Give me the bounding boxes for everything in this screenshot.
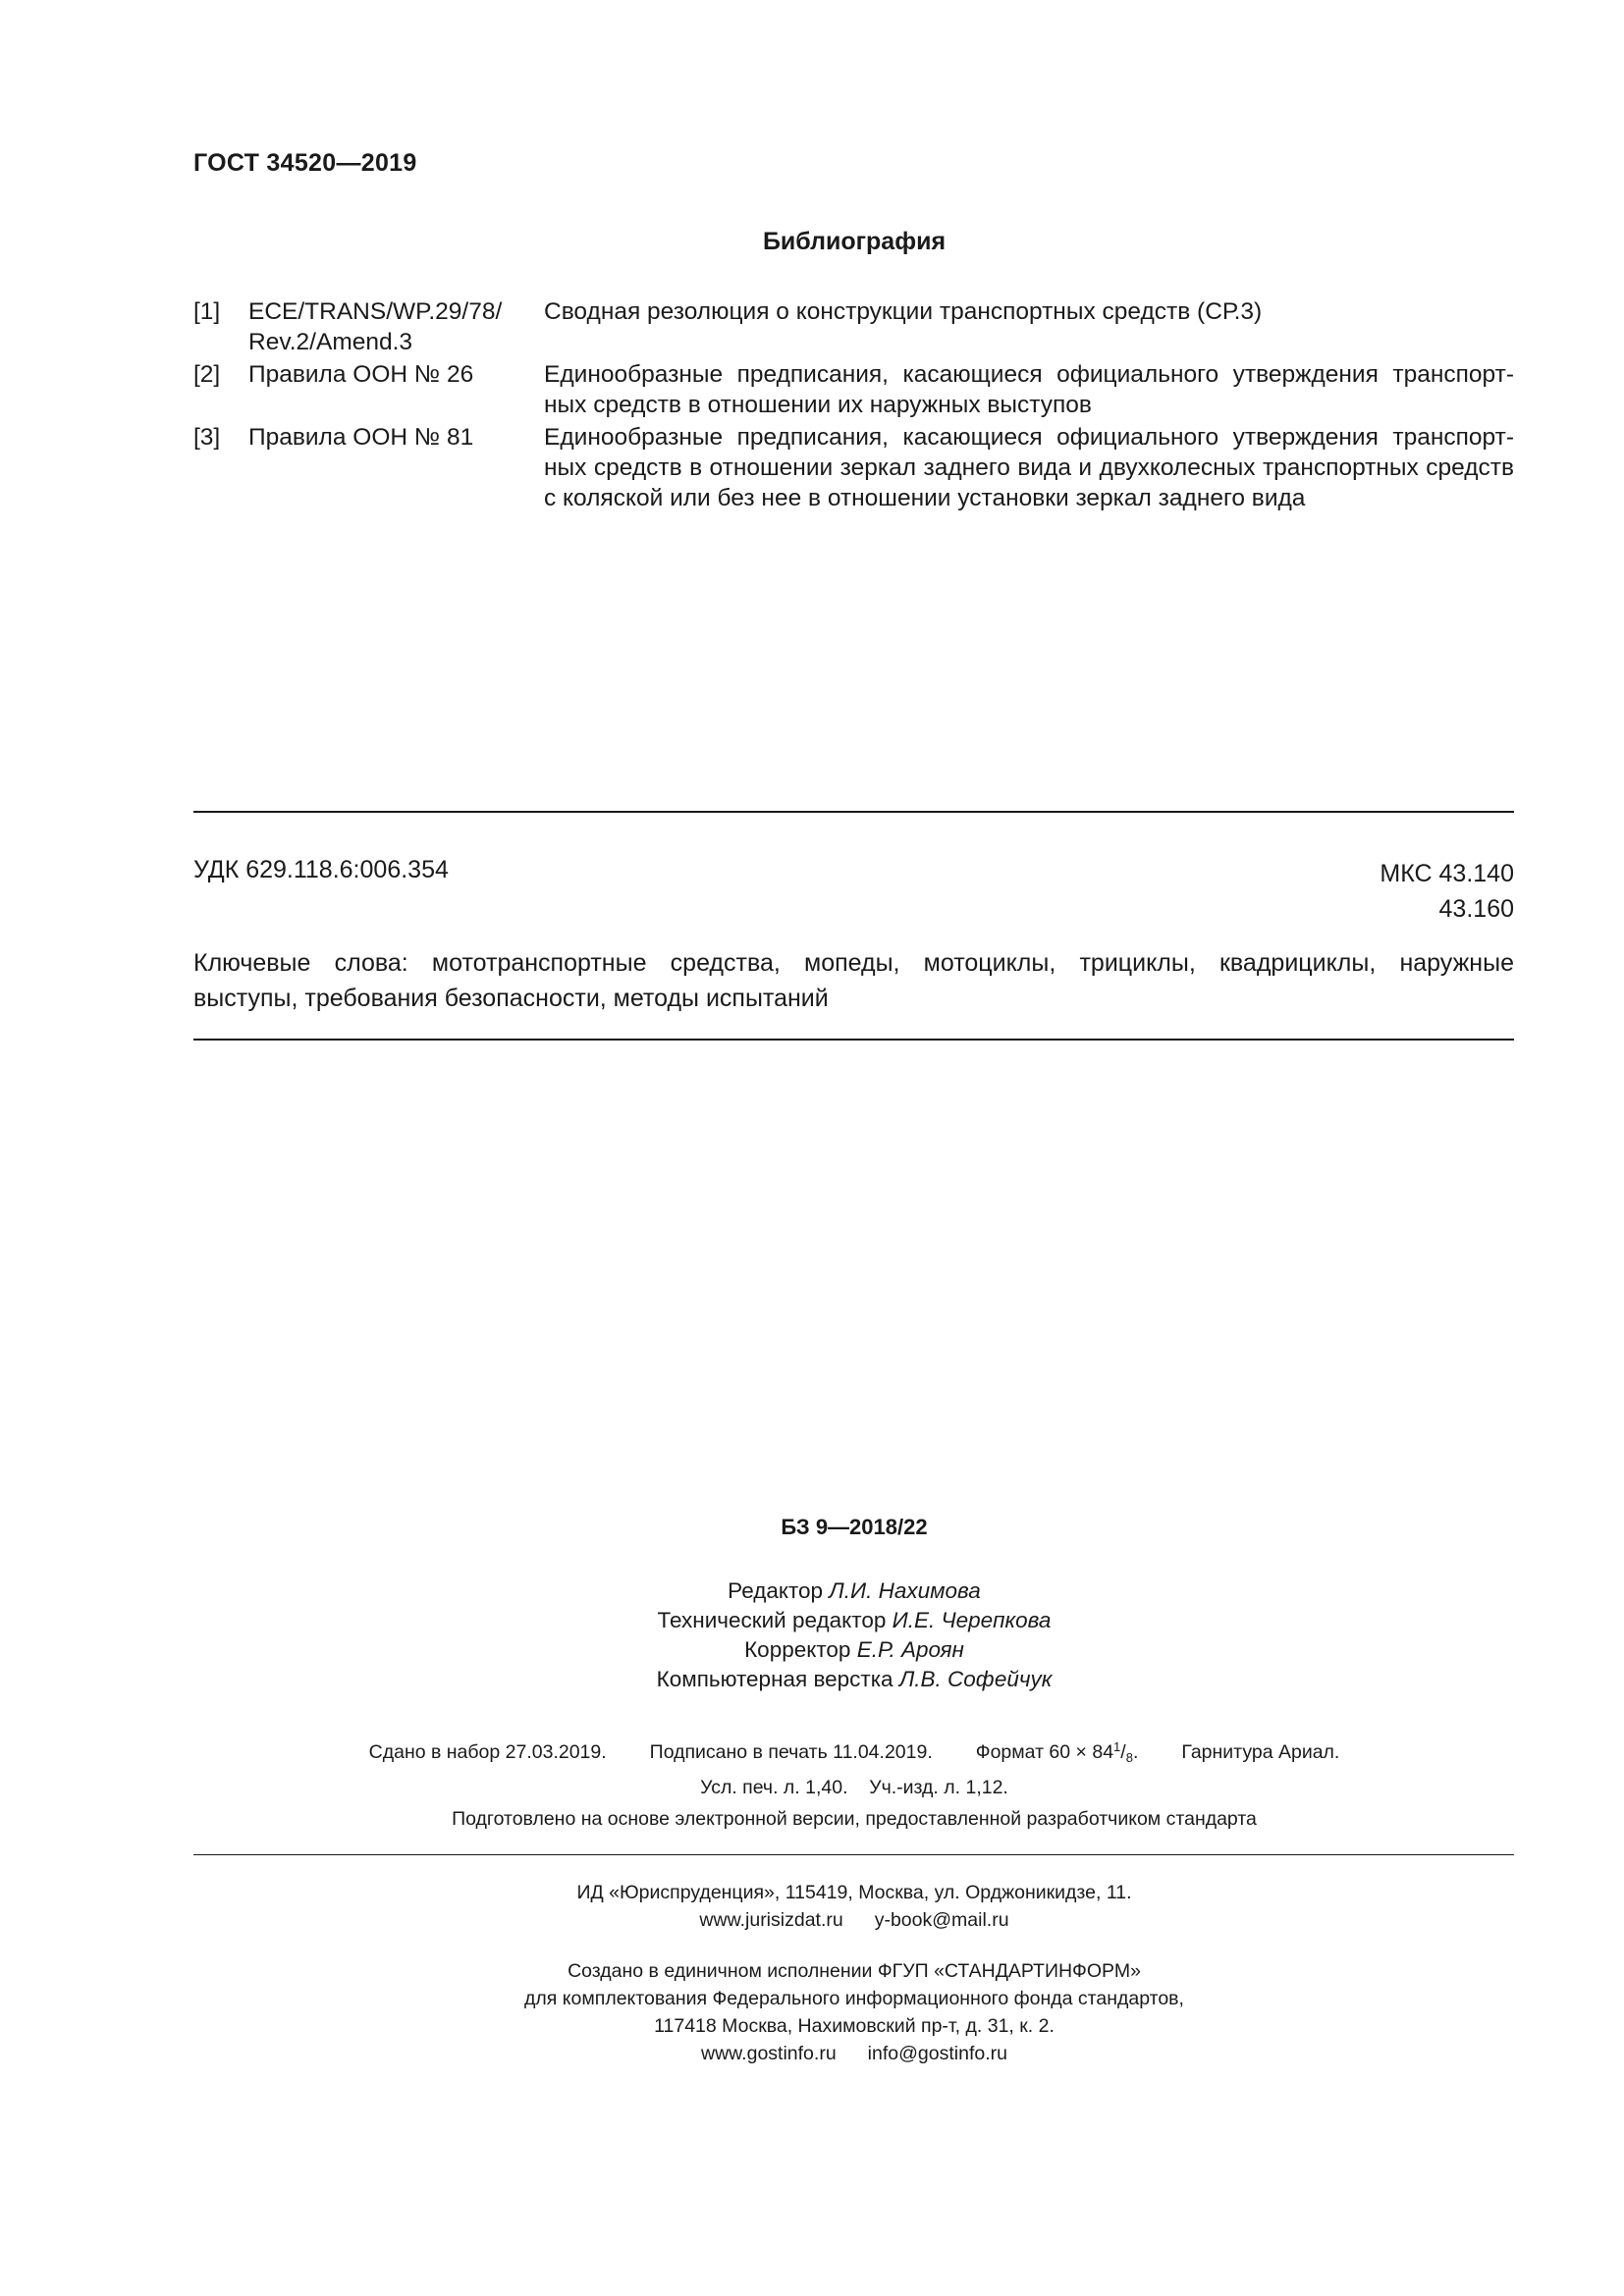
print-info bbox=[0, 1733, 1624, 1802]
gostinfo-website-link[interactable]: www.gostinfo.ru bbox=[701, 2043, 837, 2064]
staff-editor bbox=[0, 1576, 1624, 1606]
udc-code: УДК 629.118.6:006.354 bbox=[193, 856, 449, 883]
publisher-address: ИД «Юриспруденция», 115419, Москва, ул. Орджоникидзе, 11. bbox=[576, 1882, 1132, 1903]
keywords-line: Ключевые слова: мототранспортные средства, мопеды, мотоциклы, трициклы, квадрициклы, наружные bbox=[193, 949, 1514, 977]
staff-role: Редактор bbox=[728, 1578, 824, 1603]
staff-role: Компьютерная верстка bbox=[656, 1667, 893, 1691]
staff-role: Технический редактор bbox=[657, 1608, 887, 1632]
staff-name: Л.В. Софейчук bbox=[898, 1667, 1053, 1691]
entry-reference bbox=[248, 296, 543, 357]
divider-top bbox=[193, 811, 1514, 813]
print-info-line-1 bbox=[0, 1733, 1624, 1773]
print-sheets: Усл. печ. л. 1,40. bbox=[700, 1777, 848, 1798]
entry-description bbox=[544, 296, 1514, 357]
keywords-line: выступы, требования безопасности, методы испытаний bbox=[193, 985, 829, 1012]
paper-format bbox=[976, 1741, 1139, 1763]
created-info bbox=[0, 1957, 1624, 2067]
staff-corrector bbox=[0, 1635, 1624, 1665]
bibliography-list bbox=[193, 296, 1514, 515]
staff-list bbox=[0, 1576, 1624, 1694]
entry-number: [3] bbox=[193, 424, 221, 451]
entry-description-line: Сводная резолюция о конструкции транспортных средств (СР.3) bbox=[544, 298, 1263, 325]
entry-number: [2] bbox=[193, 361, 221, 388]
created-line-2: для комплектования Федерального информационного фонда стандартов, bbox=[524, 1988, 1184, 2009]
entry-description-line: Единообразные предписания, касающиеся официального утверждения транспорт- bbox=[544, 424, 1514, 451]
entry-reference: Правила ООН № 81 bbox=[248, 424, 474, 451]
staff-name: И.Е. Черепкова bbox=[892, 1608, 1052, 1632]
signed-date: Подписано в печать 11.04.2019. bbox=[649, 1741, 933, 1763]
bz-number: БЗ 9—2018/22 bbox=[781, 1515, 928, 1539]
format-prefix: Формат 60 × 84 bbox=[975, 1741, 1114, 1763]
bibliography-title: Библиография bbox=[762, 228, 947, 255]
submitted-date: Сдано в набор 27.03.2019. bbox=[368, 1741, 607, 1763]
format-sub: 8 bbox=[1125, 1750, 1133, 1765]
staff-name: Е.Р. Ароян bbox=[856, 1637, 964, 1662]
bibliography-entry-1 bbox=[193, 296, 1514, 357]
entry-reference: Правила ООН № 26 bbox=[248, 361, 474, 388]
font-name: Гарнитура Ариал. bbox=[1181, 1741, 1340, 1763]
publisher-info bbox=[0, 1879, 1624, 1934]
staff-role: Корректор bbox=[744, 1637, 851, 1662]
entry-reference-line: ECE/TRANS/WP.29/78/ bbox=[248, 298, 503, 325]
format-sup: 1 bbox=[1113, 1739, 1121, 1754]
publisher-email-link[interactable]: y-book@mail.ru bbox=[874, 1909, 1009, 1931]
entry-description-line: Единообразные предписания, касающиеся официального утверждения транспорт- bbox=[544, 361, 1514, 388]
staff-tech-editor bbox=[0, 1606, 1624, 1635]
entry-reference-line: Rev.2/Amend.3 bbox=[248, 329, 413, 355]
entry-description-line: ных средств в отношении их наружных выступов bbox=[544, 392, 1092, 418]
format-suffix: . bbox=[1132, 1741, 1139, 1763]
bibliography-entry-3 bbox=[193, 422, 1514, 513]
print-info-line-2 bbox=[0, 1773, 1624, 1802]
divider-imprint bbox=[193, 1854, 1514, 1855]
staff-name: Л.И. Нахимова bbox=[829, 1578, 981, 1603]
entry-description-line-spacer bbox=[544, 327, 1514, 357]
mks-codes bbox=[1380, 856, 1514, 927]
entry-description bbox=[544, 359, 1514, 420]
publisher-website-link[interactable]: www.jurisizdat.ru bbox=[699, 1909, 843, 1931]
publisher-contacts bbox=[0, 1906, 1624, 1934]
created-contacts bbox=[0, 2040, 1624, 2067]
entry-number: [1] bbox=[193, 298, 221, 325]
format-slash: / bbox=[1120, 1741, 1126, 1763]
entry-description bbox=[544, 422, 1514, 513]
staff-layout bbox=[0, 1665, 1624, 1694]
bibliography-entry-2 bbox=[193, 359, 1514, 420]
document-code: ГОСТ 34520—2019 bbox=[193, 149, 417, 177]
gostinfo-email-link[interactable]: info@gostinfo.ru bbox=[867, 2043, 1007, 2064]
prepared-note: Подготовлено на основе электронной версии, предоставленной разработчиком стандарта bbox=[452, 1808, 1257, 1830]
entry-description-line: ных средств в отношении зеркал заднего вида и двухколесных транспортных средств bbox=[544, 454, 1514, 481]
created-line-1: Создано в единичном исполнении ФГУП «СТАНДАРТИНФОРМ» bbox=[568, 1960, 1141, 1982]
created-line-3: 117418 Москва, Нахимовский пр-т, д. 31, к. 2. bbox=[654, 2015, 1055, 2037]
mks-code-line: 43.160 bbox=[1438, 895, 1514, 923]
mks-code-line: МКС 43.140 bbox=[1380, 860, 1514, 887]
keywords bbox=[193, 945, 1514, 1016]
divider-bottom bbox=[193, 1039, 1514, 1041]
publisher-sheets: Уч.-изд. л. 1,12. bbox=[869, 1777, 1008, 1798]
entry-description-line: с коляской или без нее в отношении установки зеркал заднего вида bbox=[544, 485, 1306, 511]
